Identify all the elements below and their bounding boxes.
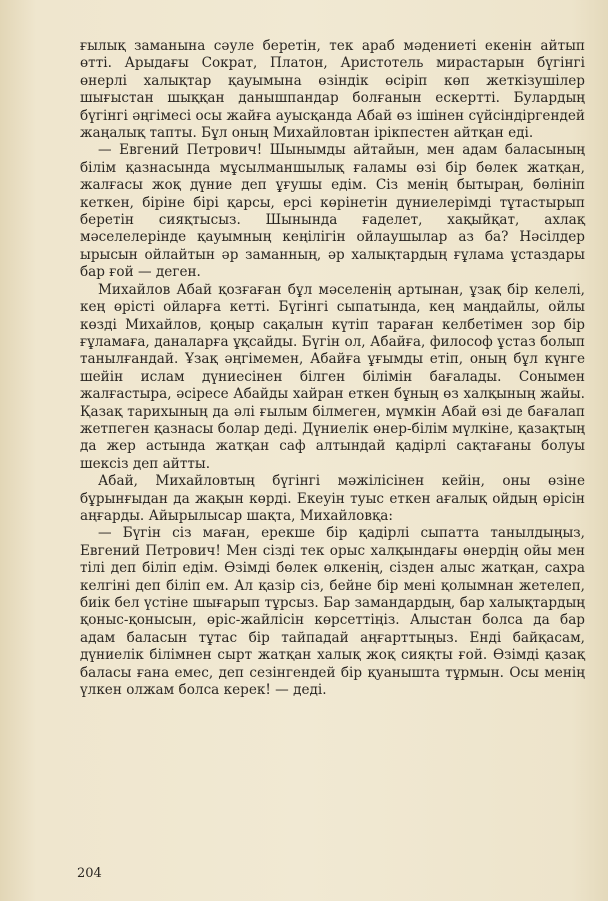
paragraph: — Евгений Петрович! Шынымды айтайын, мен адам баласының білім қазнасында мұсылманшылық ғаламы өзі бір бөлек жатқан, жалғасы жоқ дүние деп ұғушы едім. Сіз менің бытыраң, бөлініп кеткен, біріне бірі қарсы, ерсі көрінетін дүниелерімді тұтастырып беретін сияқтысыз. Шынында ғаделет, хақыйқат, ахлақ мәселелерінде қауымның кеңілігін ойлаушылар аз ба? Нәсілдер ырысын ойлайтын әр заманның, әр халықтардың ғұлама ұстаздары бар ғой — деген. xyxy=(80,142,585,281)
paragraph: — Бүгін сіз маған, ерекше бір қадірлі сыпатта танылдыңыз, Евгений Петрович! Мен сізді тек орыс халқындағы өнердің ойы мен тілі деп біліп едім. Өзімді бөлек өлкенің, сізден алыс жатқан, сахра келгіні деп біліп ем. Ал қазір сіз, бейне бір мені қолымнан жетелеп, биік бел үстіне шығарып тұрсыз. Бар замандардың, бар халықтардың қоныс-қонысын, өріс-жайлісін көрсеттіңіз. Алыстан болса да бар адам баласын тұтас бір тайпадай аңғарттыңыз. Енді байқасам, дүниелік білімнен сырт жатқан халық жоқ сияқты ғой. Өзімді қазақ баласы ғана емес, деп сезінгендей бір қуанышта тұрмын. Осы менің үлкен олжам болса керек! — деді. xyxy=(80,525,585,699)
paragraph: ғылық заманына сәуле беретін, тек араб мәдениеті екенін айтып өтті. Арыдағы Сократ, Платон, Аристотель мирастарын бүгінгі өнерлі халықтар қауымына өзіндік өсіріп көп жеткізушілер шығыстан шыққан данышпандар болғанын ескертті. Булардың бүгінгі әңгімесі осы жайға ауысқанда Абай өз ішінен сүйсіндіргендей жаңалық тапты. Бұл оның Михайловтан ірікпестен айтқан еді. xyxy=(80,38,585,142)
page-number: 204 xyxy=(77,866,102,881)
body-text xyxy=(80,38,585,699)
paragraph: Михайлов Абай қозғаған бұл мәселенің артынан, ұзақ бір келелі, кең өрісті ойларға кетті. Бүгінгі сыпатында, кең маңдайлы, ойлы көзді Михайлов, қоңыр сақалын күтіп тараған келбетімен зор бір ғұламаға, даналарға ұқсайды. Бүгін ол, Абайға, философ ұстаз болып танылғандай. Ұзақ әңгімемен, Абайға ұғымды етіп, оның бұл күнге шейін ислам дүниесінен білген білімін бағалады. Сонымен жалғастыра, әсіресе Абайды хайран еткен бұның өз халқының жайы. Қазақ тарихының да әлі ғылым білмеген, мүмкін Абай өзі де бағалап жетпеген қазнасы болар деді. Дүниелік өнер-білім мүлкіне, қазақтың да жер астында жатқан саф алтындай қадірлі сақтағаны болуы шексіз деп айтты. xyxy=(80,281,585,472)
paragraph: Абай, Михайловтың бүгінгі мәжілісінен кейін, оны өзіне бұрынғыдан да жақын көрді. Екеуін туыс еткен ағалық ойдың өрісін аңғарды. Айырылысар шақта, Михайловқа: xyxy=(80,473,585,524)
